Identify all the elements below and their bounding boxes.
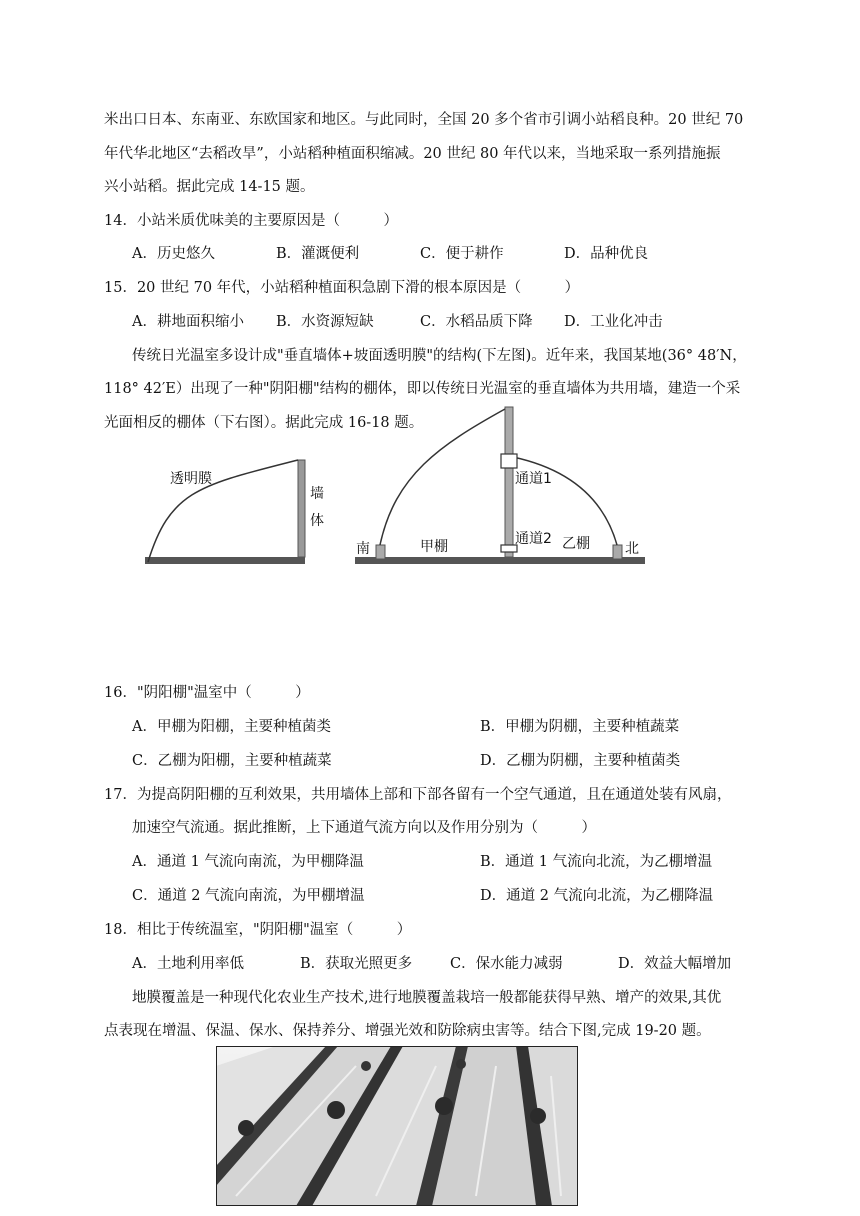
passage2-line-2: 118° 42′E）出现了一种"阴阳棚"结构的棚体，即以传统日光温室的垂直墙体为共用墙，建造一个采	[104, 381, 741, 397]
shed-a-label: 甲棚	[420, 539, 448, 555]
q15-stem: 15．20 世纪 70 年代，小站稻种植面积急剧下滑的根本原因是（ ）	[104, 280, 580, 296]
q17-stem-line-1: 17．为提高阴阳棚的互利效果，共用墙体上部和下部各留有一个空气通道，且在通道处装有风扇，	[104, 787, 732, 803]
q16-option-d: D．乙棚为阴棚，主要种植菌类	[480, 753, 681, 769]
channel-1-label: 通道1	[515, 471, 552, 487]
shed-b-label: 乙棚	[562, 536, 590, 552]
channel-1-box	[501, 454, 517, 468]
shed-a-film	[380, 409, 505, 545]
mulch-film-photo-graphic	[216, 1046, 578, 1206]
q17-option-d: D．通道 2 气流向北流，为乙棚降温	[480, 888, 714, 904]
wall-label-1: 墙	[310, 486, 324, 502]
passage3-line-1: 地膜覆盖是一种现代化农业生产技术,进行地膜覆盖栽培一般都能获得早熟、增产的效果,其优	[132, 990, 722, 1006]
q14-option-c: C．便于耕作	[420, 246, 504, 262]
passage2-line-3: 光面相反的棚体（下右图）。据此完成 16-18 题。	[104, 415, 424, 431]
q16-option-a: A．甲棚为阳棚，主要种植菌类	[132, 719, 331, 735]
q14-stem: 14．小站米质优味美的主要原因是（ ）	[104, 213, 398, 229]
q15-option-b: B．水资源短缺	[276, 314, 374, 330]
q14-option-d: D．品种优良	[564, 246, 649, 262]
q14-option-a: A．历史悠久	[132, 246, 215, 262]
wall	[298, 460, 305, 557]
north-post	[613, 545, 622, 559]
q16-stem: 16．"阴阳棚"温室中（ ）	[104, 685, 310, 701]
channel-2-label: 通道2	[515, 531, 552, 547]
north-label: 北	[625, 541, 639, 557]
q18-option-b: B．获取光照更多	[300, 956, 413, 972]
south-post	[376, 545, 385, 559]
mulch-film-photo	[216, 1046, 578, 1206]
yinyang-shed-figure	[350, 405, 660, 570]
q17-stem-line-2: 加速空气流通。据此推断，上下通道气流方向以及作用分别为（ ）	[132, 820, 596, 836]
q15-option-c: C．水稻品质下降	[420, 314, 533, 330]
q14-option-b: B．灌溉便利	[276, 246, 360, 262]
q16-option-b: B．甲棚为阴棚，主要种植蔬菜	[480, 719, 680, 735]
shared-wall	[505, 407, 513, 557]
ground-bar	[355, 557, 645, 564]
q18-option-c: C．保水能力减弱	[450, 956, 563, 972]
q18-stem: 18．相比于传统温室，"阴阳棚"温室（ ）	[104, 922, 412, 938]
ground-bar	[145, 557, 305, 564]
intro-line-1: 米出口日本、东南亚、东欧国家和地区。与此同时，全国 20 多个省市引调小站稻良种。20 世纪 70	[104, 112, 744, 128]
q17-option-c: C．通道 2 气流向南流，为甲棚增温	[132, 888, 365, 904]
traditional-greenhouse-figure	[140, 450, 340, 570]
q15-option-a: A．耕地面积缩小	[132, 314, 244, 330]
q15-option-d: D．工业化冲击	[564, 314, 663, 330]
passage2-line-1: 传统日光温室多设计成"垂直墙体+坡面透明膜"的结构(下左图)。近年来，我国某地(36° 48′N，	[132, 348, 747, 364]
passage3-line-2: 点表现在增温、保温、保水、保持养分、增强光效和防除病虫害等。结合下图,完成 19-20 题。	[104, 1023, 711, 1039]
wall-label-2: 体	[310, 513, 324, 529]
film-label: 透明膜	[170, 471, 212, 487]
intro-line-2: 年代华北地区“去稻改旱”，小站稻种植面积缩减。20 世纪 80 年代以来，当地采取一系列措施振	[104, 146, 721, 162]
q18-option-a: A．土地利用率低	[132, 956, 244, 972]
q17-option-b: B．通道 1 气流向北流，为乙棚增温	[480, 854, 713, 870]
intro-line-3: 兴小站稻。据此完成 14-15 题。	[104, 179, 315, 195]
q17-option-a: A．通道 1 气流向南流，为甲棚降温	[132, 854, 364, 870]
south-label: 南	[356, 541, 370, 557]
q18-option-d: D．效益大幅增加	[618, 956, 732, 972]
q16-option-c: C．乙棚为阳棚，主要种植蔬菜	[132, 753, 332, 769]
